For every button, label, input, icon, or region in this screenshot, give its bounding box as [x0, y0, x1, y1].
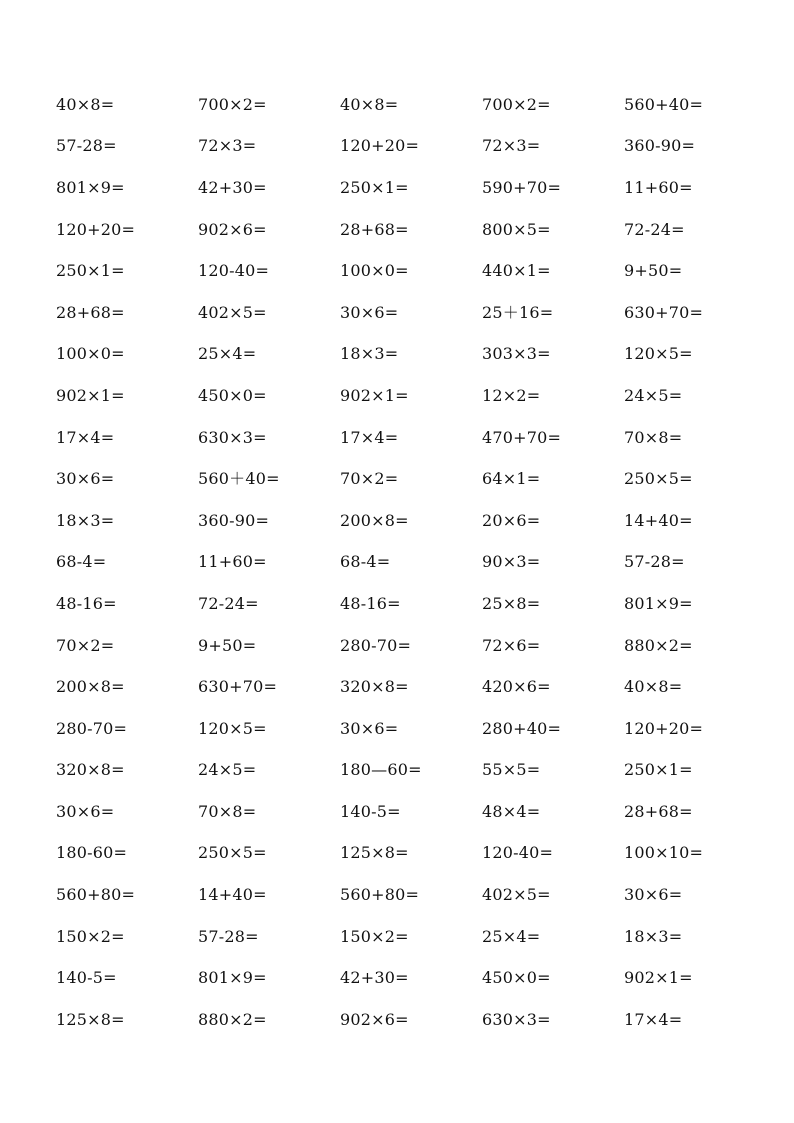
math-problem: 560+80= — [340, 885, 420, 905]
math-problem: 120+20= — [624, 718, 704, 738]
math-problem: 18×3= — [624, 926, 683, 946]
math-problem: 72×6= — [482, 635, 541, 655]
math-problem: 100×0= — [340, 261, 409, 281]
math-problem: 100×0= — [56, 344, 125, 364]
math-problem: 801×9= — [624, 593, 693, 613]
math-problem: 320×8= — [56, 760, 125, 780]
math-problem: 30×6= — [624, 885, 683, 905]
problem-row — [56, 167, 766, 209]
math-problem: 24×5= — [624, 385, 683, 405]
math-problem: 11+60= — [198, 552, 267, 572]
math-problem: 902×1= — [340, 385, 409, 405]
math-problem: 40×8= — [56, 94, 115, 114]
math-problem: 70×2= — [56, 635, 115, 655]
math-problem: 450×0= — [198, 385, 267, 405]
math-problem: 902×6= — [198, 219, 267, 239]
math-problem: 25×8= — [482, 593, 541, 613]
math-problem: 590+70= — [482, 177, 562, 197]
math-problem: 68-4= — [56, 552, 107, 572]
math-problem: 55×5= — [482, 760, 541, 780]
problem-row — [56, 625, 766, 667]
math-problem: 28+68= — [340, 219, 409, 239]
math-problem: 180—60= — [340, 760, 422, 780]
math-problem: 12×2= — [482, 385, 541, 405]
math-problem: 18×3= — [56, 510, 115, 530]
math-problem: 250×1= — [624, 760, 693, 780]
math-problem: 25×4= — [198, 344, 257, 364]
problem-row — [56, 126, 766, 168]
math-problem: 402×5= — [482, 885, 551, 905]
math-problem: 30×6= — [340, 302, 399, 322]
problem-row — [56, 916, 766, 958]
math-problem: 140-5= — [56, 968, 117, 988]
math-problem: 700×2= — [482, 94, 551, 114]
math-problem: 9+50= — [624, 261, 683, 281]
math-problem: 48×4= — [482, 801, 541, 821]
math-problem: 20×6= — [482, 510, 541, 530]
problem-row — [56, 375, 766, 417]
problem-row — [56, 874, 766, 916]
math-problem: 800×5= — [482, 219, 551, 239]
math-problem: 18×3= — [340, 344, 399, 364]
problem-row — [56, 750, 766, 792]
math-problem: 72×3= — [482, 136, 541, 156]
math-problem: 125×8= — [340, 843, 409, 863]
math-problem: 630+70= — [624, 302, 704, 322]
math-problem: 280-70= — [340, 635, 412, 655]
math-problem: 30×6= — [56, 801, 115, 821]
math-problem: 200×8= — [56, 677, 125, 697]
math-problem: 72×3= — [198, 136, 257, 156]
math-problem: 120+20= — [340, 136, 420, 156]
math-problem: 630×3= — [482, 1009, 551, 1029]
math-problem: 68-4= — [340, 552, 391, 572]
math-problem: 180-60= — [56, 843, 128, 863]
math-problem: 90×3= — [482, 552, 541, 572]
math-problem: 57-28= — [624, 552, 685, 572]
math-problem: 630+70= — [198, 677, 278, 697]
math-problem: 902×6= — [340, 1009, 409, 1029]
math-problem: 72-24= — [624, 219, 685, 239]
problem-row — [56, 999, 766, 1041]
math-problem: 25×4= — [482, 926, 541, 946]
math-problem: 280+40= — [482, 718, 562, 738]
math-problem: 250×5= — [198, 843, 267, 863]
math-problem: 560＋40= — [198, 469, 280, 489]
problem-row — [56, 417, 766, 459]
problem-row — [56, 500, 766, 542]
math-problem: 902×1= — [624, 968, 693, 988]
math-problem: 420×6= — [482, 677, 551, 697]
math-problem: 14+40= — [624, 510, 693, 530]
problem-row — [56, 209, 766, 251]
problem-row — [56, 583, 766, 625]
problem-row — [56, 708, 766, 750]
math-problem: 200×8= — [340, 510, 409, 530]
math-problem: 120-40= — [482, 843, 554, 863]
math-problem: 450×0= — [482, 968, 551, 988]
math-problem: 303×3= — [482, 344, 551, 364]
math-problem: 57-28= — [198, 926, 259, 946]
math-problem: 120×5= — [624, 344, 693, 364]
problem-row — [56, 833, 766, 875]
math-problem: 24×5= — [198, 760, 257, 780]
math-problem: 560+80= — [56, 885, 136, 905]
problem-row — [56, 458, 766, 500]
math-problem: 150×2= — [56, 926, 125, 946]
math-problem: 48-16= — [56, 593, 117, 613]
math-problem: 17×4= — [624, 1009, 683, 1029]
math-problem: 14+40= — [198, 885, 267, 905]
problem-row — [56, 666, 766, 708]
math-problem: 70×2= — [340, 469, 399, 489]
math-problem: 440×1= — [482, 261, 551, 281]
math-problem: 120×5= — [198, 718, 267, 738]
math-problem: 48-16= — [340, 593, 401, 613]
math-problem: 630×3= — [198, 427, 267, 447]
math-problem: 40×8= — [340, 94, 399, 114]
problem-row — [56, 84, 766, 126]
problem-row — [56, 334, 766, 376]
math-problem: 250×5= — [624, 469, 693, 489]
math-problem: 320×8= — [340, 677, 409, 697]
math-problem: 9+50= — [198, 635, 257, 655]
math-problem: 42+30= — [198, 177, 267, 197]
math-problem: 70×8= — [624, 427, 683, 447]
math-problem: 560+40= — [624, 94, 704, 114]
math-problem: 150×2= — [340, 926, 409, 946]
math-problem: 28+68= — [624, 801, 693, 821]
math-problem: 250×1= — [56, 261, 125, 281]
math-problem: 120-40= — [198, 261, 270, 281]
math-problem: 100×10= — [624, 843, 704, 863]
math-problem: 280-70= — [56, 718, 128, 738]
math-problem: 801×9= — [56, 177, 125, 197]
math-problem: 57-28= — [56, 136, 117, 156]
math-problem: 360-90= — [624, 136, 696, 156]
math-problem: 70×8= — [198, 801, 257, 821]
math-problem: 140-5= — [340, 801, 401, 821]
problem-row — [56, 542, 766, 584]
math-problem: 17×4= — [340, 427, 399, 447]
math-problem: 25＋16= — [482, 302, 554, 322]
math-problem: 64×1= — [482, 469, 541, 489]
math-problem: 30×6= — [56, 469, 115, 489]
math-problem: 28+68= — [56, 302, 125, 322]
math-problem: 125×8= — [56, 1009, 125, 1029]
problem-row — [56, 957, 766, 999]
problem-row — [56, 791, 766, 833]
math-problem: 250×1= — [340, 177, 409, 197]
math-problem: 11+60= — [624, 177, 693, 197]
math-problem: 30×6= — [340, 718, 399, 738]
math-problem: 801×9= — [198, 968, 267, 988]
arithmetic-worksheet — [56, 84, 766, 1041]
math-problem: 72-24= — [198, 593, 259, 613]
problem-row — [56, 292, 766, 334]
math-problem: 880×2= — [198, 1009, 267, 1029]
math-problem: 17×4= — [56, 427, 115, 447]
math-problem: 360-90= — [198, 510, 270, 530]
math-problem: 120+20= — [56, 219, 136, 239]
math-problem: 402×5= — [198, 302, 267, 322]
problem-row — [56, 250, 766, 292]
math-problem: 40×8= — [624, 677, 683, 697]
math-problem: 880×2= — [624, 635, 693, 655]
math-problem: 42+30= — [340, 968, 409, 988]
math-problem: 700×2= — [198, 94, 267, 114]
math-problem: 470+70= — [482, 427, 562, 447]
math-problem: 902×1= — [56, 385, 125, 405]
